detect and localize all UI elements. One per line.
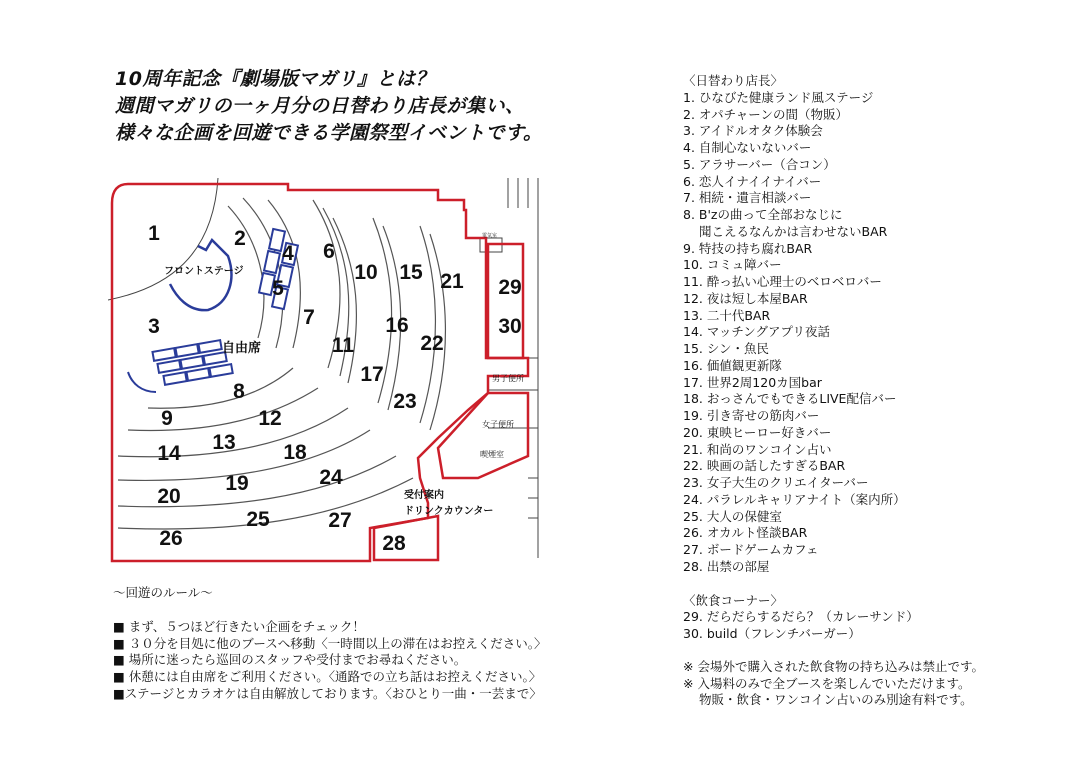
circulation-rules	[113, 585, 547, 703]
mens-restroom-label: 男子便所	[492, 374, 524, 383]
title-line: 様々な企画を回遊できる学園祭型イベントです。	[115, 122, 543, 144]
manager-item: 1. ひなびた健康ランド風ステージ	[683, 89, 874, 105]
booth-27: 27	[328, 509, 352, 532]
booth-9: 9	[161, 407, 173, 430]
title-line: 週間マガリの一ヶ月分の日替わり店長が集い、	[115, 95, 525, 117]
booth-21: 21	[440, 270, 464, 293]
manager-item: 8. B'zの曲って全部おなじに	[683, 207, 843, 222]
right-side-stairs	[508, 178, 538, 558]
manager-item: 18. おっさんでもできるLIVE配信バー	[683, 391, 897, 407]
booth-6: 6	[323, 240, 335, 263]
manager-item: 21. 和尚のワンコイン占い	[683, 441, 832, 457]
booth-25: 25	[246, 508, 270, 531]
manager-item: 2. オパチャーンの間（物販）	[683, 106, 849, 122]
manager-item: 26. オカルト怪談BAR	[683, 525, 808, 541]
manager-item-continued: 聞こえるなんかは言わせないBAR	[699, 223, 888, 239]
note-item: ※ 入場料のみで全ブースを楽しんでいただけます。	[683, 675, 971, 691]
booth-8: 8	[233, 380, 245, 403]
rule-item: ■ まず、５つほど行きたい企画をチェック！	[113, 618, 365, 634]
manager-item: 25. 大人の保健室	[683, 508, 782, 524]
managers-heading: 〈日替わり店長〉	[683, 73, 784, 88]
rules-heading: 〜回遊のルール〜	[113, 585, 213, 600]
manager-item: 22. 映画の話したすぎるBAR	[683, 458, 846, 474]
booth-24: 24	[319, 466, 343, 489]
note-item-continued: 物販・飲食・ワンコイン占いのみ別途有料です。	[699, 692, 973, 708]
food-item: 30. build（フレンチバーガー）	[683, 626, 861, 641]
rule-item: ■ ３０分を目処に他のブースへ移動〈一時間以上の滞在はお控えください。〉	[113, 635, 547, 651]
manager-item: 3. アイドルオタク体験会	[683, 123, 823, 139]
manager-item: 14. マッチングアプリ夜話	[683, 324, 830, 340]
booth-18: 18	[283, 441, 307, 464]
booth-list	[683, 73, 984, 709]
seating-blocks	[128, 229, 298, 392]
booth-26: 26	[159, 527, 183, 550]
rule-item: ■ステージとカラオケは自由解放しております。〈おひとり一曲・一芸まで〉	[113, 685, 542, 701]
food-heading: 〈飲食コーナー〉	[683, 592, 784, 608]
manager-item: 13. 二十代BAR	[683, 307, 771, 323]
booth-22: 22	[420, 332, 444, 355]
manager-item: 27. ボードゲームカフェ	[683, 542, 819, 557]
free-seats-label: 自由席	[222, 341, 262, 356]
manager-item: 9. 特技の持ち腐れBAR	[683, 240, 813, 256]
electrical-room-label: 電気室	[482, 233, 498, 239]
booth-23: 23	[393, 390, 417, 413]
manager-item: 24. パラレルキャリアナイト（案内所）	[683, 491, 906, 507]
manager-item: 19. 引き寄せの筋肉バー	[683, 408, 820, 423]
event-title	[115, 66, 542, 147]
front-stage-label: フロントステージ	[164, 266, 244, 277]
rule-item: ■ 場所に迷ったら巡回のスタッフや受付までお尋ねください。	[113, 652, 467, 668]
manager-item: 20. 東映ヒーロー好きバー	[683, 424, 832, 440]
booth-30: 30	[498, 315, 522, 338]
smoking-room-label: 喫煙室	[480, 450, 504, 459]
booth-1: 1	[148, 222, 160, 245]
booth-29: 29	[498, 276, 522, 299]
manager-item: 12. 夜は短し本屋BAR	[683, 290, 808, 306]
title-line: 10周年記念『劇場版マガリ』とは？	[115, 68, 435, 90]
manager-item: 17. 世界2周120カ国bar	[683, 374, 822, 390]
booth-7: 7	[303, 306, 315, 329]
reception-label: 受付案内	[404, 490, 444, 501]
rule-item: ■ 休憩には自由席をご利用ください。〈通路での立ち話はお控えください。〉	[113, 669, 542, 685]
manager-item: 16. 価値観更新隊	[683, 357, 782, 373]
booth-11: 11	[331, 334, 355, 357]
stage-edge	[108, 178, 218, 300]
food-item: 29. だらだらするだら？（カレーサンド）	[683, 609, 919, 625]
booth-16: 16	[385, 314, 409, 337]
booth-17: 17	[360, 363, 384, 386]
notes	[683, 659, 984, 709]
booth-13: 13	[212, 431, 236, 454]
drink-counter-label: ドリンクカウンター	[404, 506, 494, 517]
note-item: ※ 会場外で購入された飲食物の持ち込みは禁止です。	[683, 658, 984, 674]
booth-15: 15	[399, 261, 423, 284]
booth-20: 20	[157, 485, 181, 508]
booth-2: 2	[234, 227, 246, 250]
booth-19: 19	[225, 472, 249, 495]
manager-item: 11. 酔っ払い心理士のベロベロバー	[683, 274, 882, 289]
booth-12: 12	[258, 407, 282, 430]
womens-restroom-label: 女子便所	[482, 420, 514, 429]
booth-5: 5	[272, 277, 284, 300]
booth-28: 28	[382, 532, 406, 555]
spacer	[683, 576, 984, 593]
booth-10: 10	[354, 261, 378, 284]
manager-item: 10. コミュ障バー	[683, 257, 782, 273]
manager-item: 5. アラサーバー（合コン）	[683, 156, 836, 172]
booth-4: 4	[282, 242, 294, 265]
manager-item: 7. 相続・遺言相談バー	[683, 190, 812, 206]
booth-14: 14	[157, 442, 181, 465]
manager-item: 4. 自制心ないないバー	[683, 140, 812, 155]
manager-item: 23. 女子大生のクリエイターバー	[683, 475, 869, 490]
manager-item: 15. シン・魚民	[683, 341, 770, 356]
manager-item: 28. 出禁の部屋	[683, 558, 770, 574]
manager-item: 6. 恋人イナイイナイバー	[683, 173, 822, 189]
floor-map	[108, 178, 548, 570]
booth-3: 3	[148, 315, 160, 338]
